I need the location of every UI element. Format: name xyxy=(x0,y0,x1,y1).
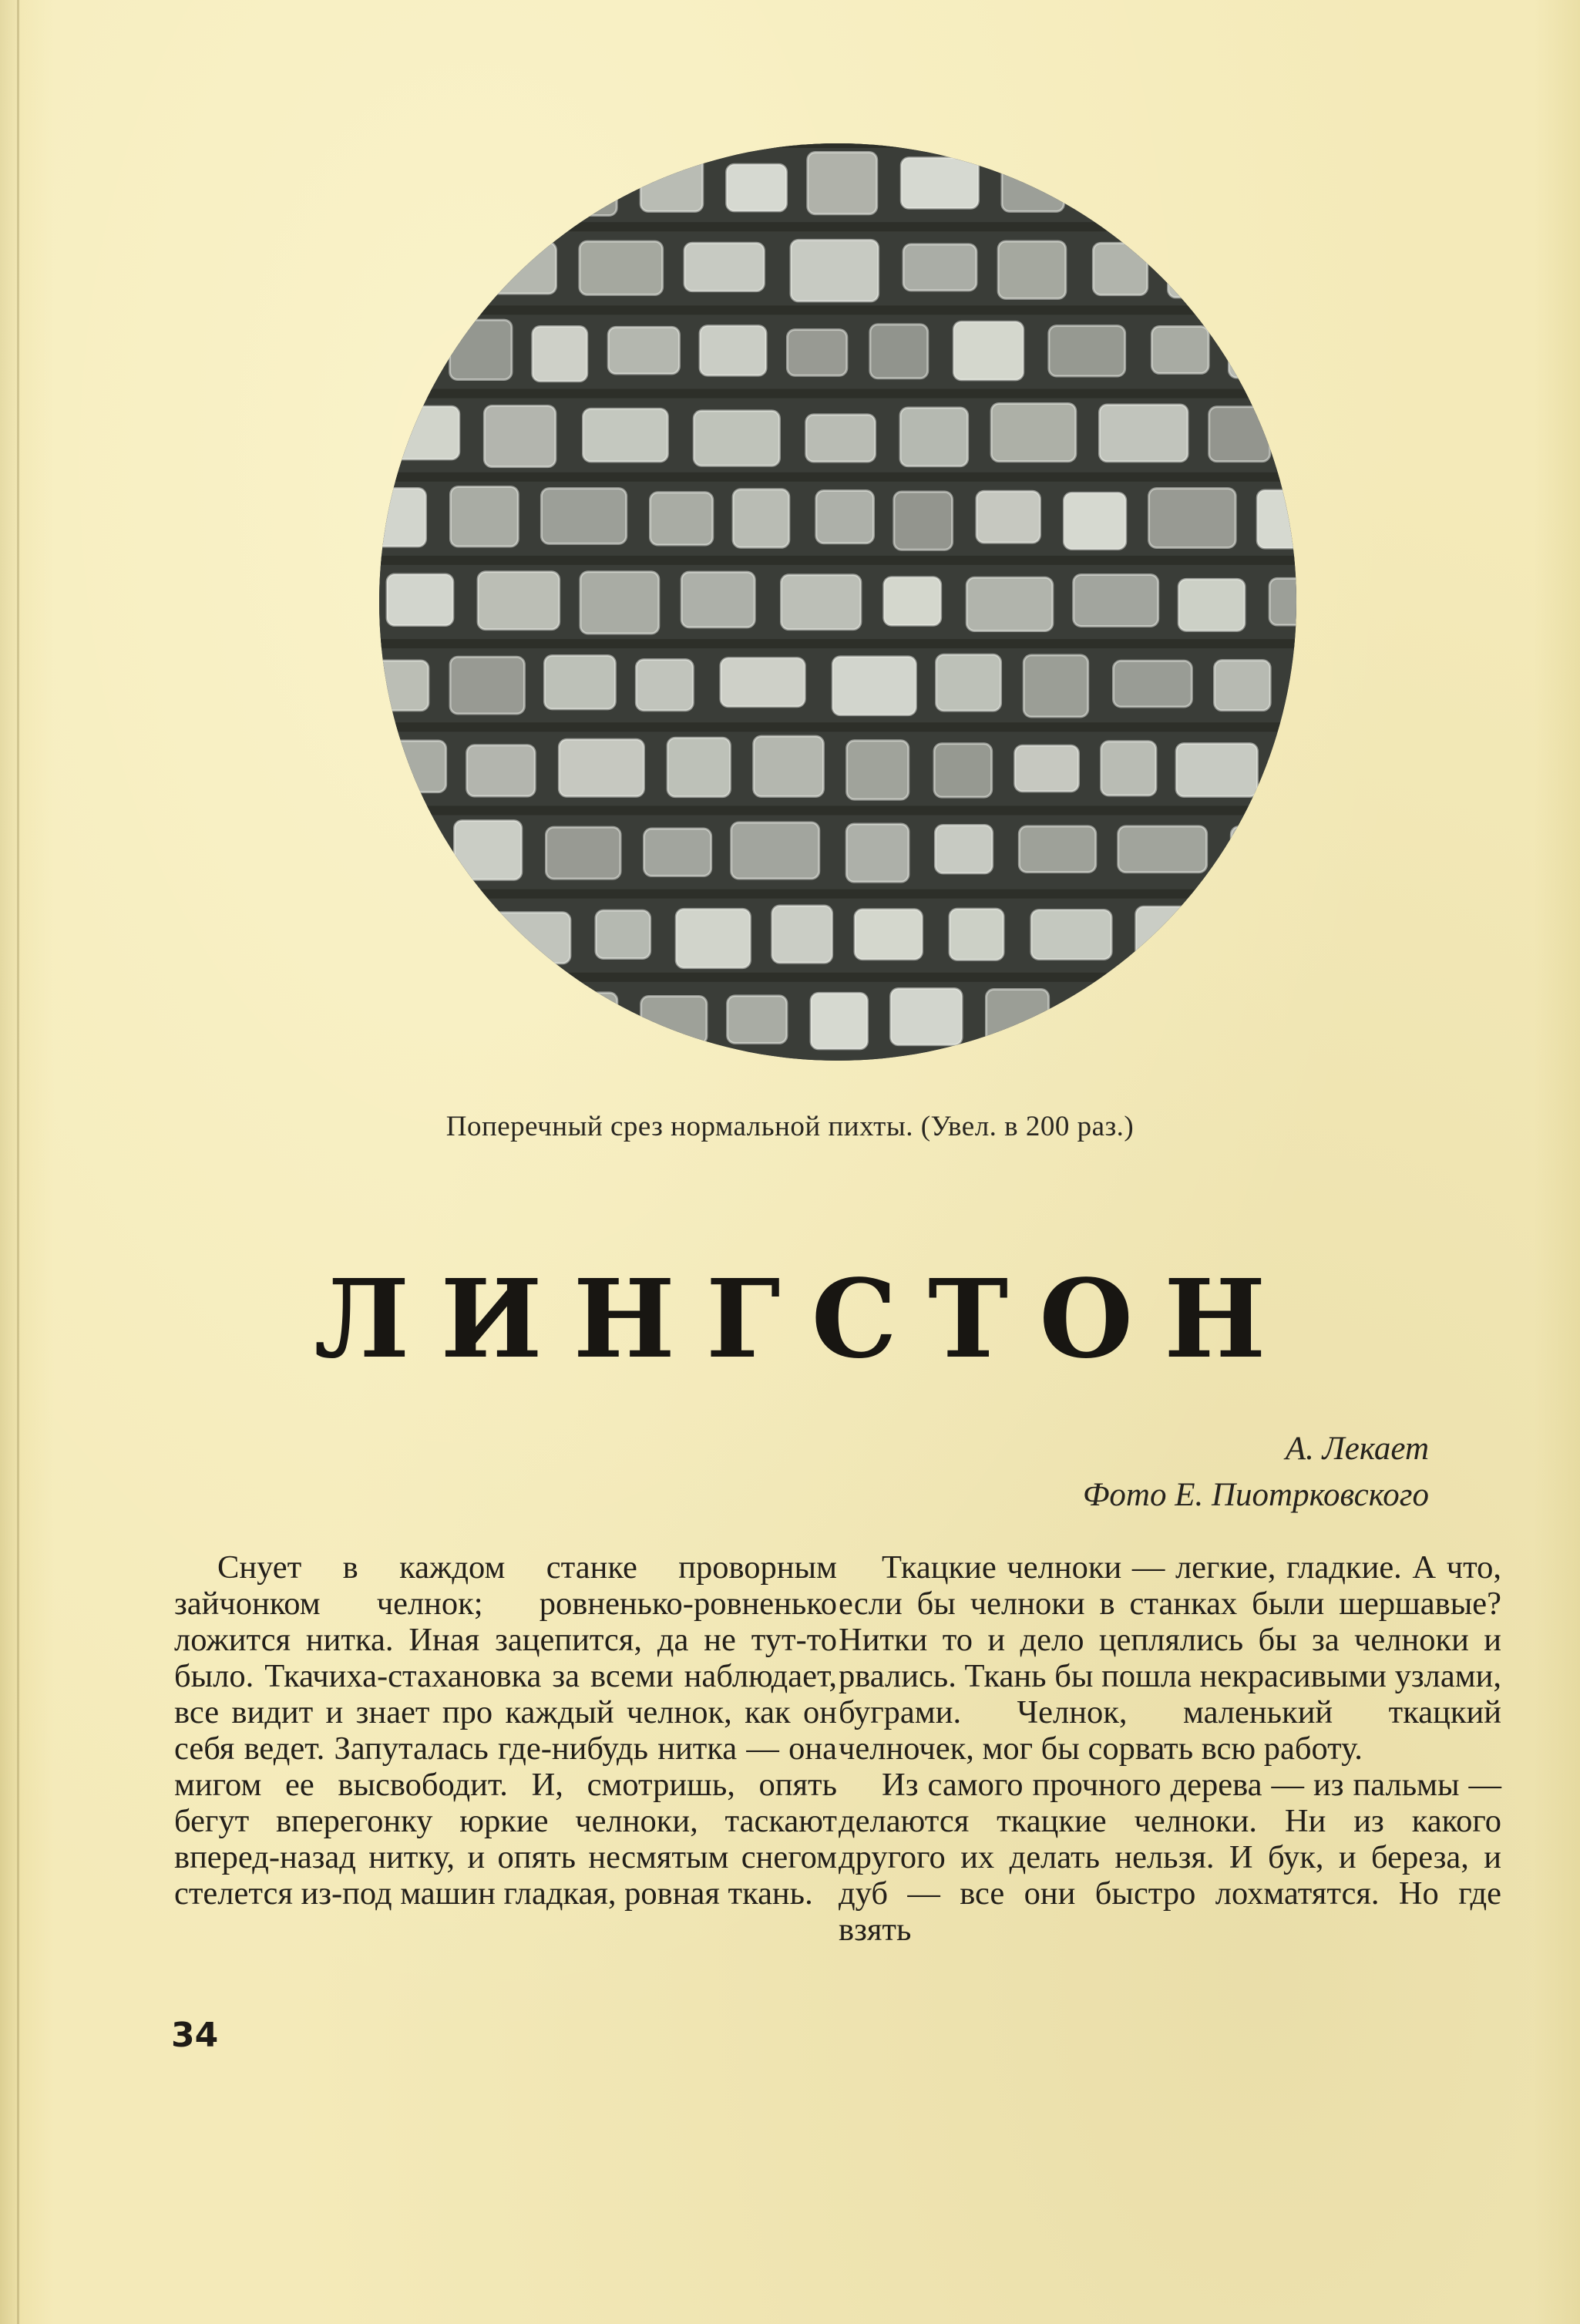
wood-cell xyxy=(596,910,650,958)
wood-cell xyxy=(459,164,530,211)
wood-cell xyxy=(870,325,928,378)
article-author: А. Лекает xyxy=(1285,1431,1429,1467)
wood-cell xyxy=(379,155,435,210)
paragraph: Ткацкие челноки — легкие, гладкие. А что, если бы челноки в станках были шершавые? Нитки то и дело цеплялись бы за челноки и рвались. Ткань бы пошла некрасивыми узлами, буграми. Челнок, маленький ткацкий челночек, мог бы сорвать всю работу. xyxy=(839,1549,1501,1767)
wood-cell xyxy=(641,997,707,1044)
wood-cell xyxy=(580,241,663,294)
wood-cell xyxy=(533,327,587,382)
wood-cell xyxy=(1229,325,1296,378)
wood-cell xyxy=(1099,405,1188,462)
wood-cell xyxy=(787,330,846,376)
wood-cell xyxy=(541,489,626,544)
wood-cell xyxy=(650,493,713,545)
wood-cell xyxy=(387,741,446,792)
figure-caption: Поперечный срез нормальной пихты. (Увел. в 200 раз.) xyxy=(445,1111,1135,1142)
wood-cell xyxy=(855,910,922,960)
cell-wall-band xyxy=(379,143,1296,148)
wood-cell xyxy=(667,738,730,796)
wood-cell xyxy=(1278,742,1296,801)
wood-cell xyxy=(1257,490,1296,548)
wood-cell xyxy=(676,909,750,967)
cell-wall-band xyxy=(379,473,1296,482)
wood-cell xyxy=(816,490,874,543)
cell-wall-band xyxy=(379,389,1296,399)
wood-cell xyxy=(1019,826,1095,873)
wood-cell xyxy=(953,321,1023,379)
wood-cell xyxy=(694,411,779,466)
wood-cell xyxy=(950,909,1003,960)
wood-cell xyxy=(1118,826,1207,873)
cell-wall-band xyxy=(379,890,1296,899)
cell-wall-band xyxy=(379,556,1296,565)
wood-cell xyxy=(1136,906,1219,962)
wood-cell xyxy=(467,745,536,796)
wood-cell xyxy=(636,660,693,711)
wood-cell xyxy=(1015,745,1079,792)
wood-cell xyxy=(379,985,445,1048)
wood-cell xyxy=(934,744,992,797)
wood-cell xyxy=(544,656,615,709)
micrograph-image xyxy=(379,143,1296,1061)
wood-cell xyxy=(847,741,909,799)
wood-cell xyxy=(894,492,953,550)
wood-cell xyxy=(754,736,824,796)
wood-cell xyxy=(903,244,977,291)
wood-cross-section-micrograph xyxy=(379,143,1296,1061)
wood-cell xyxy=(1074,575,1158,627)
wood-cell xyxy=(991,403,1076,461)
wood-cell xyxy=(700,326,766,375)
wood-cell xyxy=(1151,326,1209,373)
wood-cell xyxy=(546,827,621,879)
wood-cell xyxy=(387,913,458,959)
wood-cell xyxy=(484,406,555,467)
wood-cell xyxy=(727,164,787,211)
wood-cell xyxy=(557,993,617,1041)
wood-cell xyxy=(483,913,570,964)
cell-wall-band xyxy=(379,305,1296,314)
wood-cell xyxy=(998,241,1066,298)
wood-cell xyxy=(791,240,879,301)
wood-cell xyxy=(811,993,868,1049)
wood-cell xyxy=(644,829,711,876)
wood-cell xyxy=(1269,578,1296,625)
paragraph: Из самого прочного дерева — из пальмы — делаются ткацкие челноки. Ни из какого другого их делать нельзя. И бук, и береза, и дуб — все они быстро лохматятся. Но где взять xyxy=(839,1767,1501,1948)
wood-cell xyxy=(1270,995,1296,1048)
text-column-left xyxy=(174,1549,837,1912)
wood-cell xyxy=(1280,241,1296,301)
wood-cell xyxy=(721,658,805,707)
wood-cell xyxy=(901,158,978,209)
wood-cell xyxy=(450,487,518,547)
article-title: ЛИНГСТОН xyxy=(314,1256,1297,1383)
wood-cell xyxy=(387,244,444,291)
wood-cell xyxy=(891,988,963,1044)
wood-cell xyxy=(379,325,423,382)
wood-cell xyxy=(733,489,789,548)
wood-cell xyxy=(387,406,459,459)
wood-cell xyxy=(1244,907,1296,966)
paragraph: Снует в каждом станке проворным зайчонком челнок; ровненько-ровненько ложится нитка. Иная зацепится, да не тут-то было. Ткачиха-стахановка за всеми наблюдает, все видит и знает про каждый челнок, как он себя ведет. Запуталась где-нибудь нитка — она мигом ее высвободит. И, смотришь, опять бегут вперегонку юркие челноки, таскают вперед-назад нитку, и опять несмятым снегом стелется из-под машин гладкая, ровная ткань. xyxy=(174,1549,837,1912)
wood-cell xyxy=(379,823,431,884)
wood-cell xyxy=(455,821,522,880)
wood-cell xyxy=(1114,661,1192,707)
wood-cell xyxy=(1074,996,1150,1045)
wood-cell xyxy=(936,654,1001,711)
wood-cell xyxy=(1002,156,1064,211)
wood-cell xyxy=(1149,489,1236,548)
wood-cell xyxy=(1177,991,1243,1048)
wood-cell xyxy=(681,572,755,627)
wood-cell xyxy=(832,657,916,715)
wood-cell xyxy=(469,994,536,1042)
wood-cell xyxy=(1168,244,1257,298)
wood-cell xyxy=(469,243,556,294)
wood-cell xyxy=(1215,661,1271,711)
wood-cell xyxy=(450,320,512,379)
wood-cell xyxy=(553,156,617,215)
wood-cell xyxy=(583,409,668,461)
wood-cell xyxy=(846,824,909,882)
wood-cell xyxy=(935,825,992,873)
wood-cell xyxy=(608,327,679,374)
wood-cell xyxy=(977,491,1040,543)
photo-credit: Фото Е. Пиотрковского xyxy=(1082,1477,1429,1513)
cell-wall-band xyxy=(379,639,1296,648)
cell-wall-band xyxy=(379,222,1296,231)
wood-cell xyxy=(379,489,425,547)
wood-cell xyxy=(728,996,787,1044)
wood-cell xyxy=(884,577,941,626)
wood-cell xyxy=(1093,243,1147,294)
wood-cell xyxy=(986,989,1048,1043)
wood-cell xyxy=(1209,407,1270,462)
wood-cell xyxy=(580,572,659,634)
wood-cell xyxy=(900,408,968,466)
wood-cell xyxy=(966,577,1053,631)
wood-cell xyxy=(1049,326,1125,376)
wood-cell xyxy=(1178,579,1245,631)
cell-wall-band xyxy=(379,722,1296,732)
wood-cell xyxy=(1231,827,1296,875)
wood-cell xyxy=(1294,661,1296,708)
cell-wall-band xyxy=(379,805,1296,815)
wood-cell xyxy=(1024,655,1088,717)
wood-cell xyxy=(808,153,877,214)
wood-cell xyxy=(640,154,703,211)
cell-wall-band xyxy=(379,973,1296,982)
wood-cell xyxy=(379,661,429,711)
text-column-right xyxy=(839,1549,1501,1948)
wood-cell xyxy=(1178,156,1262,210)
wood-cell xyxy=(478,572,560,630)
wood-cell xyxy=(1101,742,1156,795)
wood-cell xyxy=(559,739,644,796)
wood-cell xyxy=(450,657,524,714)
wood-cell xyxy=(684,243,764,291)
wood-cell xyxy=(1176,744,1257,797)
page-binding-edge xyxy=(17,0,19,2324)
wood-cell xyxy=(806,415,876,462)
wood-cell xyxy=(387,574,453,625)
page-number: 34 xyxy=(171,2016,219,2055)
wood-cell xyxy=(1031,910,1111,959)
wood-cell xyxy=(772,906,832,963)
wood-cell xyxy=(1090,156,1156,208)
wood-cell xyxy=(1064,493,1125,549)
wood-cell xyxy=(731,822,819,879)
wood-cell xyxy=(1286,154,1296,211)
wood-cell xyxy=(781,575,860,630)
